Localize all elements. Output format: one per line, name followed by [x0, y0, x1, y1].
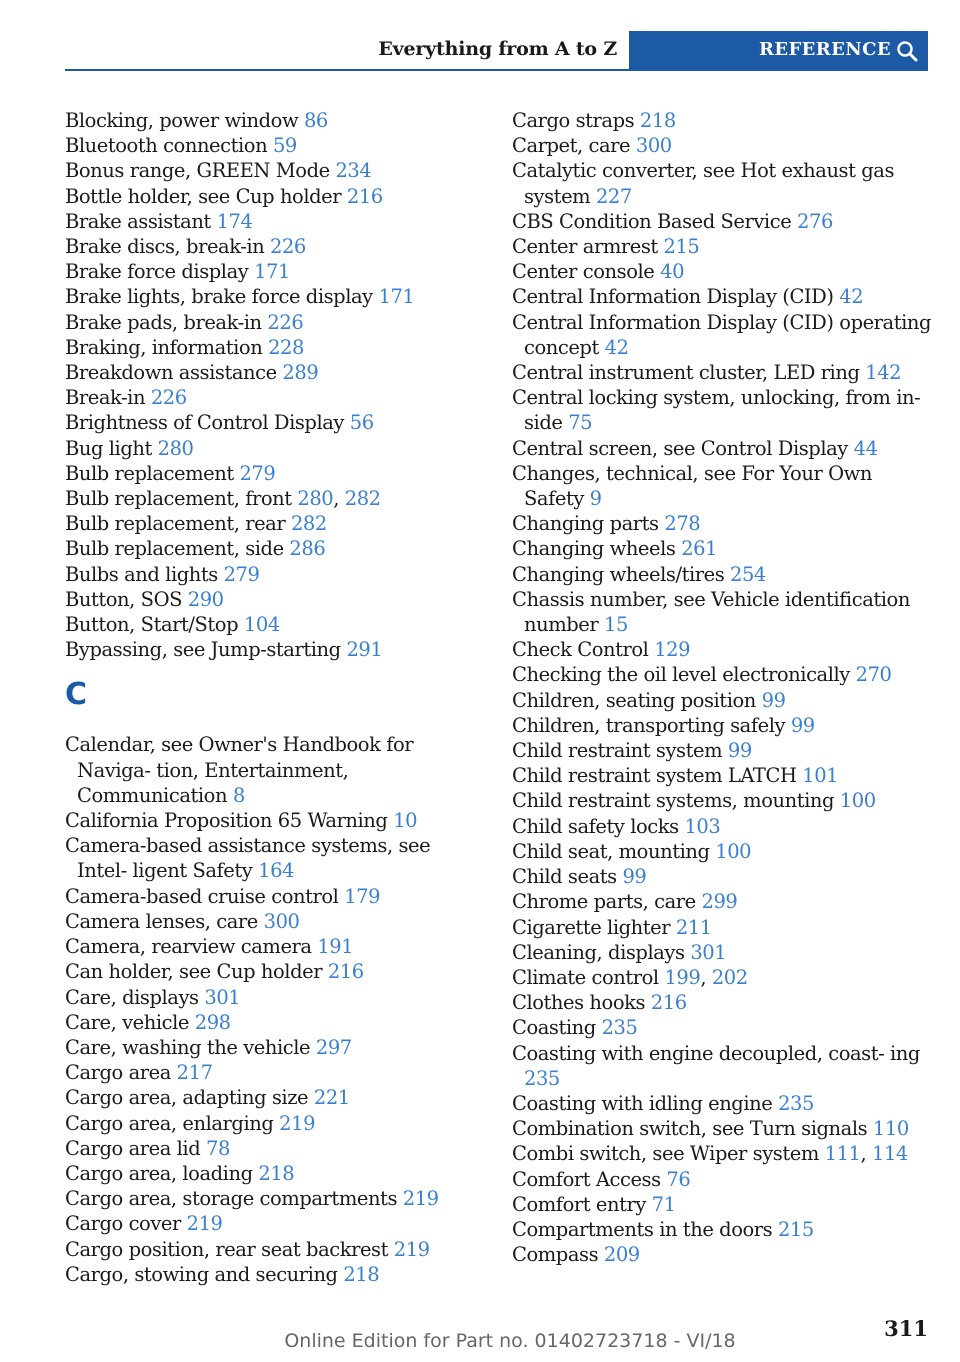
page-reference-link[interactable]: 218	[639, 109, 676, 132]
page-reference-link[interactable]: 99	[790, 713, 815, 737]
reference-label: REFERENCE	[759, 39, 891, 60]
index-entry-text: Cargo straps	[512, 109, 635, 132]
page-reference-link[interactable]: 227	[595, 184, 632, 208]
index-entry-text: Clothes hooks	[512, 991, 646, 1015]
index-entry-text: Cargo area, enlarging	[65, 1111, 274, 1135]
index-entry	[512, 360, 932, 385]
index-entry-text: Catalytic converter, see Hot exhaust gas system	[512, 159, 895, 208]
index-entry-text: Brake assistant	[65, 209, 211, 233]
index-entry	[65, 310, 485, 335]
index-entry	[512, 1041, 932, 1091]
index-entry	[512, 637, 932, 662]
page-reference-link[interactable]: 278	[664, 512, 701, 536]
page-reference-link[interactable]: 219	[186, 1212, 223, 1236]
page-footer	[0, 1312, 960, 1352]
page-reference-link[interactable]: 216	[327, 960, 364, 984]
index-entry	[512, 461, 932, 511]
index-entry	[512, 1217, 932, 1242]
index-entry-text: Blocking, power window	[65, 109, 299, 132]
index-entry-text: Break-in	[65, 386, 146, 410]
page-reference-link[interactable]: 78	[206, 1136, 230, 1160]
page-reference-link[interactable]: 215	[663, 235, 700, 259]
index-entry	[65, 637, 485, 662]
page-reference-link[interactable]: 179	[344, 884, 381, 908]
index-entry-text: Chassis number, see Vehicle identification number	[512, 587, 910, 637]
index-entry	[65, 1211, 485, 1236]
index-entry	[65, 1010, 485, 1035]
index-entry-text: Brake force display	[65, 260, 249, 284]
page-reference-link[interactable]: 301	[690, 940, 727, 964]
index-entry	[512, 662, 932, 687]
index-entry-text: Cigarette lighter	[512, 915, 671, 939]
index-entry-text: Bulb replacement, side	[65, 537, 284, 561]
index-entry	[512, 713, 932, 738]
page-reference-link[interactable]: 42	[839, 285, 864, 309]
index-entry	[65, 511, 485, 536]
index-entry	[65, 985, 485, 1010]
index-entry	[65, 612, 485, 637]
index-entry	[65, 108, 485, 133]
page-reference-link[interactable]: 270	[855, 663, 892, 687]
page-reference-link[interactable]: 44	[853, 436, 878, 460]
page-reference-link[interactable]: 299	[701, 890, 738, 914]
page-reference-link[interactable]: 71	[651, 1192, 676, 1216]
page-reference-link[interactable]: 174	[216, 209, 253, 233]
page-reference-link[interactable]: 289	[282, 361, 319, 385]
index-entry	[65, 1237, 485, 1262]
page-reference-link[interactable]: 226	[270, 235, 306, 259]
page-header	[65, 31, 928, 71]
index-entry	[512, 688, 932, 713]
index-entry	[512, 436, 932, 461]
index-entry-text: Brake discs, break-in	[65, 235, 265, 259]
page-reference-link[interactable]: 276	[797, 209, 833, 233]
index-entry-text: Carpet, care	[512, 134, 631, 158]
index-entry	[512, 133, 932, 158]
page-reference-link[interactable]: 10	[393, 809, 418, 833]
page-reference-link[interactable]: 15	[604, 613, 628, 637]
index-entry-text: Combination switch, see Turn signals	[512, 1117, 868, 1141]
index-entry-text: Cleaning, displays	[512, 940, 685, 964]
index-entry	[512, 839, 932, 864]
page-reference-link[interactable]: 40	[660, 260, 685, 284]
index-entry-text: Checking the oil level electronically	[512, 663, 850, 687]
page-reference-link[interactable]: 221	[313, 1086, 350, 1110]
index-letter-heading: C	[65, 677, 88, 713]
index-entry-text: Changes, technical, see For Your Own Safety	[512, 461, 872, 511]
index-entry-text: Coasting	[512, 1016, 596, 1040]
index-entry	[65, 1060, 485, 1085]
index-entry-text: Child restraint systems, mounting	[512, 789, 835, 813]
index-entry	[65, 833, 485, 883]
index-entry	[65, 959, 485, 984]
page-reference-link[interactable]: 59	[272, 134, 297, 158]
page-reference-link[interactable]: 235	[601, 1016, 638, 1040]
index-entry-text: Braking, information	[65, 335, 263, 359]
index-entry	[65, 209, 485, 234]
index-entry-text: Check Control	[512, 638, 649, 662]
index-entry-text: Button, SOS	[65, 587, 183, 611]
page-reference-link[interactable]: 86	[303, 109, 328, 132]
page-reference-link[interactable]: 300	[263, 909, 300, 933]
index-entry	[65, 562, 485, 587]
index-entry	[65, 335, 485, 360]
page-reference-link[interactable]: 199	[664, 965, 701, 989]
page-reference-link[interactable]: 301	[204, 985, 241, 1009]
page-reference-link[interactable]: 218	[343, 1262, 380, 1286]
index-entry	[512, 1015, 932, 1040]
index-entry	[65, 385, 485, 410]
index-entry-text: Children, seating position	[512, 688, 756, 712]
index-entry	[65, 410, 485, 435]
index-entry-text: Calendar, see Owner's Handbook for Naviga‐ tion, Entertainment, Communication	[65, 733, 414, 807]
index-entry	[65, 1085, 485, 1110]
index-entry-text: Care, vehicle	[65, 1010, 190, 1034]
index-entry-text: Central screen, see Control Display	[512, 436, 848, 460]
page-reference-link[interactable]: 279	[223, 562, 260, 586]
index-entry	[65, 808, 485, 833]
index-entry-text: Chrome parts, care	[512, 890, 696, 914]
page-reference-link[interactable]: 202	[711, 965, 748, 989]
page-reference-link[interactable]: 282	[290, 512, 327, 536]
page-reference-link[interactable]: 104	[243, 613, 280, 637]
index-entry-text: Child seat, mounting	[512, 839, 710, 863]
index-entry	[512, 385, 932, 435]
index-entry	[512, 763, 932, 788]
index-entry-text: Bottle holder, see Cup holder	[65, 184, 342, 208]
index-entry	[65, 461, 485, 486]
reference-tab[interactable]	[629, 31, 928, 71]
index-entry	[512, 562, 932, 587]
index-entry	[65, 1136, 485, 1161]
page-reference-link[interactable]: 100	[839, 789, 876, 813]
page-reference-link[interactable]: 219	[402, 1187, 439, 1211]
index-entry-text: Center console	[512, 260, 655, 284]
index-entry-text: Combi switch, see Wiper system	[512, 1142, 819, 1166]
index-entry	[65, 234, 485, 259]
index-entry-text: Climate control	[512, 965, 659, 989]
index-entry	[65, 934, 485, 959]
index-entry	[512, 234, 932, 259]
page-reference-link[interactable]: 111	[824, 1142, 861, 1166]
index-entry	[512, 915, 932, 940]
index-entry	[512, 889, 932, 914]
index-entry-text: Child restraint system	[512, 739, 723, 763]
page-reference-link[interactable]: 171	[378, 285, 415, 309]
index-entry-text: California Proposition 65 Warning	[65, 809, 388, 833]
page-reference-link[interactable]: 300	[635, 134, 672, 158]
index-entry	[512, 511, 932, 536]
index-column-left	[65, 108, 485, 1287]
page-reference-link[interactable]: 234	[335, 159, 372, 183]
page-reference-link[interactable]: 142	[865, 361, 902, 385]
index-entry-text: Coasting with engine decoupled, coast‐ ing	[512, 1041, 920, 1065]
index-entry-text: Can holder, see Cup holder	[65, 960, 323, 984]
index-entry-text: Child seats	[512, 865, 617, 889]
page-reference-link[interactable]: 99	[622, 865, 647, 889]
index-entry-text: Bypassing, see Jump-starting	[65, 638, 341, 662]
index-entry	[65, 1161, 485, 1186]
page-reference-link[interactable]: 286	[289, 537, 326, 561]
index-entry-text: Care, washing the vehicle	[65, 1035, 311, 1059]
index-entry-text: Central Information Display (CID) operating concept	[512, 310, 932, 359]
index-entry	[512, 310, 932, 360]
index-entry-text: Bulb replacement, rear	[65, 512, 286, 536]
index-column-right	[512, 108, 932, 1267]
index-entry-text: Changing wheels/tires	[512, 562, 725, 586]
page-reference-link[interactable]: 216	[346, 184, 383, 208]
page-reference-link[interactable]: 290	[187, 587, 224, 611]
index-entry-text: Camera-based cruise control	[65, 884, 339, 908]
index-entry	[65, 158, 485, 183]
page-reference-link[interactable]: 216	[650, 991, 687, 1015]
index-entry-text: Brake lights, brake force display	[65, 285, 373, 309]
index-entry-text: Child safety locks	[512, 814, 679, 838]
header-rule	[65, 31, 629, 71]
page-reference-link[interactable]: 280	[157, 436, 194, 460]
index-entry-text: Care, displays	[65, 985, 199, 1009]
section-title: Everything from A to Z	[378, 38, 617, 60]
page-reference-link[interactable]: 100	[715, 839, 752, 863]
index-entry	[512, 284, 932, 309]
page-number: 311	[884, 1316, 928, 1341]
index-entry	[65, 360, 485, 385]
index-entry	[512, 259, 932, 284]
index-entry	[512, 1192, 932, 1217]
index-entry-text: Camera, rearview camera	[65, 935, 312, 959]
index-entry-text: Center armrest	[512, 235, 658, 259]
page-reference-link[interactable]: 226	[150, 386, 187, 410]
page-reference-link[interactable]: 171	[254, 260, 290, 284]
index-entry-text: Button, Start/Stop	[65, 613, 239, 637]
index-entry	[65, 1035, 485, 1060]
page-reference-link[interactable]: 217	[176, 1061, 213, 1085]
index-entry-text: Brake pads, break-in	[65, 310, 262, 334]
page-reference-link[interactable]: 261	[681, 537, 718, 561]
index-entry	[512, 158, 932, 208]
index-entry	[512, 209, 932, 234]
index-entry	[65, 1186, 485, 1211]
page-reference-link[interactable]: 215	[777, 1217, 814, 1241]
index-entry-text: Bluetooth connection	[65, 134, 268, 158]
index-entry	[512, 1167, 932, 1192]
index-entry-text: Bulb replacement, front	[65, 487, 292, 511]
index-entry	[65, 732, 485, 808]
index-entry-text: Changing parts	[512, 512, 659, 536]
index-entry-text: Camera-based assistance systems, see Intel‐ ligent Safety	[65, 834, 431, 883]
page-reference-link[interactable]: 114	[872, 1142, 908, 1166]
page-reference-link[interactable]: 42	[604, 335, 629, 359]
index-entry	[512, 1091, 932, 1116]
page-reference-link[interactable]: 8	[232, 783, 245, 807]
index-entry-text: Compartments in the doors	[512, 1217, 773, 1241]
index-entry	[512, 1242, 932, 1267]
index-entry	[65, 436, 485, 461]
index-entry-text: Cargo area, storage compartments	[65, 1187, 398, 1211]
page-reference-link[interactable]: 76	[666, 1167, 691, 1191]
index-entry-text: Coasting with idling engine	[512, 1091, 773, 1115]
page-reference-link[interactable]: 110	[872, 1117, 909, 1141]
index-entry-text: Cargo area, loading	[65, 1161, 253, 1185]
page-reference-link[interactable]: 218	[258, 1161, 295, 1185]
page-reference-link[interactable]: 219	[393, 1237, 430, 1261]
index-entry-text: Bulb replacement	[65, 461, 234, 485]
index-entry-text: Cargo area lid	[65, 1136, 201, 1160]
index-entry	[512, 1116, 932, 1141]
page-reference-link[interactable]: 254	[730, 562, 766, 586]
index-entry-text: Cargo area	[65, 1061, 171, 1085]
edition-text: Online Edition for Part no. 01402723718 - VI/18	[284, 1330, 736, 1352]
page-reference-link[interactable]: 103	[684, 814, 721, 838]
index-entry	[65, 133, 485, 158]
page-reference-link[interactable]: 298	[194, 1010, 231, 1034]
page-reference-link[interactable]: 211	[675, 915, 712, 939]
page-reference-link[interactable]: 226	[267, 310, 304, 334]
index-entry	[512, 814, 932, 839]
index-entry	[65, 909, 485, 934]
index-entry-text: Cargo position, rear seat backrest	[65, 1237, 388, 1261]
index-entry-text: Comfort Access	[512, 1167, 661, 1191]
index-entry-text: Changing wheels	[512, 537, 676, 561]
index-entry-text: Bulbs and lights	[65, 562, 218, 586]
index-entry	[512, 788, 932, 813]
index-entry-text: Central Information Display (CID)	[512, 285, 834, 309]
page-reference-link[interactable]: 282	[344, 487, 381, 511]
index-entry	[65, 1111, 485, 1136]
index-entry: Bulb replacement, front 280, 282	[65, 487, 381, 511]
index-entry	[65, 884, 485, 909]
index-entry	[65, 1262, 485, 1287]
index-entry	[65, 259, 485, 284]
page-reference-link[interactable]: 235	[524, 1066, 560, 1090]
page-reference-link[interactable]: 164	[258, 859, 294, 883]
page-reference-link[interactable]: 228	[268, 335, 304, 359]
index-entry	[65, 587, 485, 612]
index-entry	[512, 536, 932, 561]
page-reference-link[interactable]: 279	[239, 461, 276, 485]
index-entry	[512, 108, 932, 133]
index-entry: Climate control 199, 202	[512, 965, 748, 989]
index-entry	[512, 738, 932, 763]
page-reference-link[interactable]: 209	[603, 1243, 640, 1267]
index-entry-text: Bonus range, GREEN Mode	[65, 159, 330, 183]
index-entry-text: Comfort entry	[512, 1192, 646, 1216]
index-entry-text: Children, transporting safely	[512, 713, 786, 737]
page-reference-link[interactable]: 9	[589, 487, 602, 511]
index-entry-text: Child restraint system LATCH	[512, 764, 797, 788]
page-reference-link[interactable]: 291	[346, 638, 383, 662]
index-entry-text: Camera lenses, care	[65, 909, 258, 933]
index-entry-text: Cargo cover	[65, 1212, 181, 1236]
index-entry	[512, 587, 932, 637]
page-reference-link[interactable]: 56	[349, 411, 374, 435]
index-entry-text: Compass	[512, 1243, 599, 1267]
index-entry	[512, 940, 932, 965]
index-entry	[65, 536, 485, 561]
index-entry-text: Central instrument cluster, LED ring	[512, 361, 860, 385]
index-entry-text: CBS Condition Based Service	[512, 209, 792, 233]
index-entry: Combi switch, see Wiper system 111, 114	[512, 1142, 908, 1166]
index-entry-text: Central locking system, unlocking, from in‐ side	[512, 386, 921, 435]
page-reference-link[interactable]: 219	[279, 1111, 316, 1135]
index-entry	[65, 284, 485, 309]
index-entry-text: Cargo area, adapting size	[65, 1086, 309, 1110]
search-icon	[896, 40, 918, 62]
page-reference-link[interactable]: 75	[568, 411, 593, 435]
index-entry-text: Brightness of Control Display	[65, 411, 344, 435]
page-reference-link[interactable]: 280	[297, 487, 334, 511]
page-reference-link[interactable]: 99	[761, 688, 786, 712]
page-reference-link[interactable]: 99	[727, 739, 752, 763]
index-entry-text: Bug light	[65, 436, 152, 460]
page-reference-link[interactable]: 191	[317, 935, 354, 959]
index-entry	[512, 990, 932, 1015]
page-reference-link[interactable]: 297	[315, 1035, 352, 1059]
page-reference-link[interactable]: 129	[654, 638, 691, 662]
index-entry-text: Breakdown assistance	[65, 361, 277, 385]
index-entry	[512, 864, 932, 889]
index-entry	[65, 184, 485, 209]
page-reference-link[interactable]: 235	[778, 1091, 814, 1115]
index-entry-text: Cargo, stowing and securing	[65, 1262, 338, 1286]
page-reference-link[interactable]: 101	[802, 764, 839, 788]
